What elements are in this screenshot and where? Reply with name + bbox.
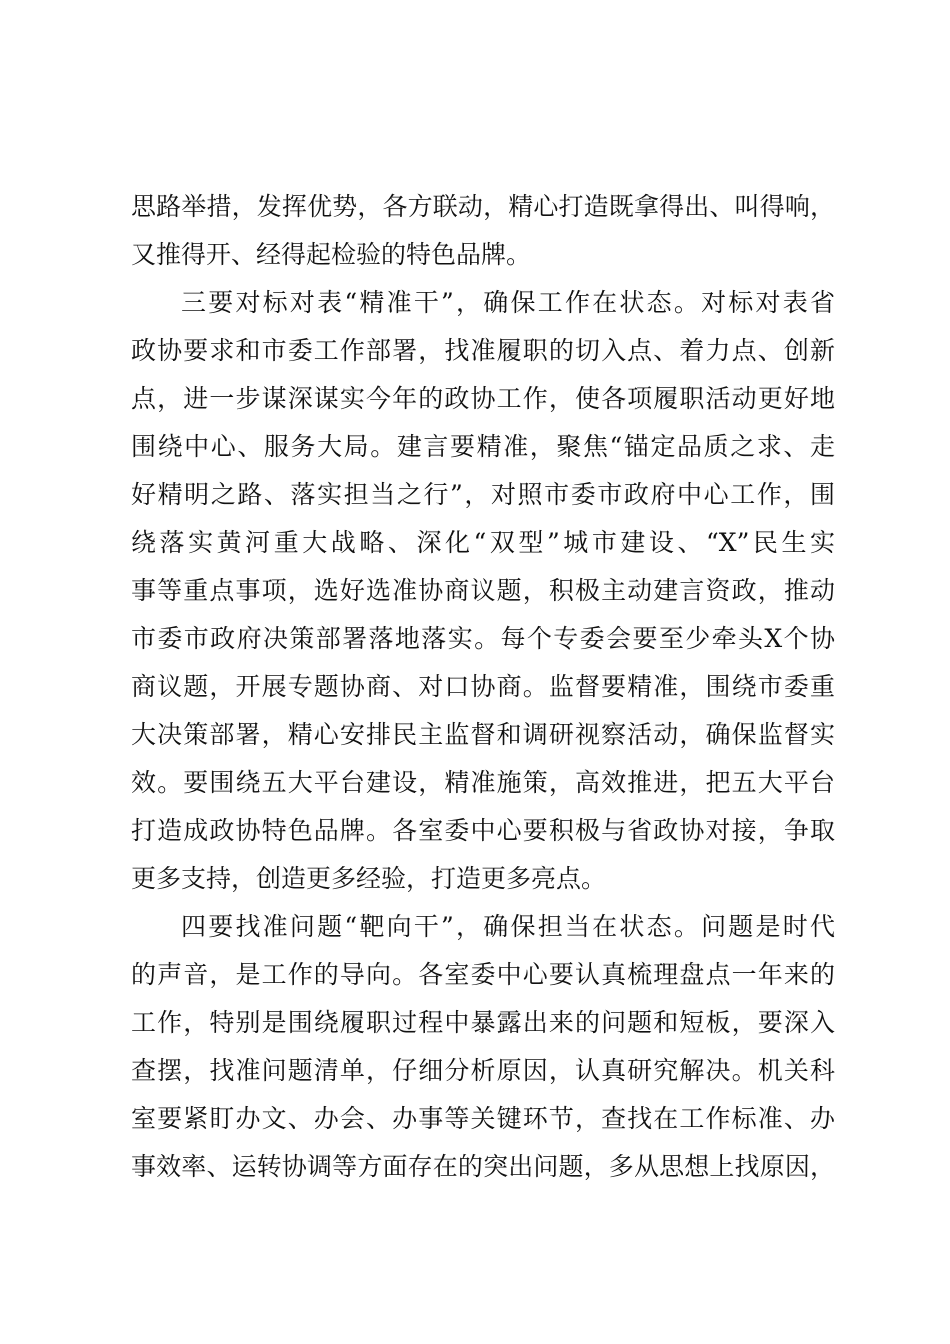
text-line: 好精明之路、落实担当之行”，对照市委市政府中心工作，围 xyxy=(131,480,835,509)
text-line: 打造成政协特色品牌。各室委中心要积极与省政协对接，争取 xyxy=(131,816,835,845)
text-line: 工作，特别是围绕履职过程中暴露出来的问题和短板，要深入 xyxy=(131,1008,835,1037)
text-line: 绕落实黄河重大战略、深化“双型”城市建设、“X”民生实 xyxy=(131,528,835,557)
text-line: 查摆，找准问题清单，仔细分析原因，认真研究解决。机关科 xyxy=(131,1056,835,1085)
text-line: 更多支持，创造更多经验，打造更多亮点。 xyxy=(131,864,607,893)
text-line: 商议题，开展专题协商、对口协商。监督要精准，围绕市委重 xyxy=(131,672,835,701)
text-line: 事效率、运转协调等方面存在的突出问题，多从思想上找原因， xyxy=(131,1152,835,1181)
text-line: 思路举措，发挥优势，各方联动，精心打造既拿得出、叫得响， xyxy=(131,192,835,221)
body-text xyxy=(131,183,835,1191)
text-line: 事等重点事项，选好选准协商议题，积极主动建言资政，推动 xyxy=(131,576,835,605)
paragraph-start-line: 四要找准问题“靶向干”，确保担当在状态。问题是时代 xyxy=(181,912,835,941)
text-line: 的声音，是工作的导向。各室委中心要认真梳理盘点一年来的 xyxy=(131,960,835,989)
text-line: 室要紧盯办文、办会、办事等关键环节，查找在工作标准、办 xyxy=(131,1104,835,1133)
text-line: 大决策部署，精心安排民主监督和调研视察活动，确保监督实 xyxy=(131,720,835,749)
text-line: 市委市政府决策部署落地落实。每个专委会要至少牵头X个协 xyxy=(131,624,835,653)
text-line: 政协要求和市委工作部署，找准履职的切入点、着力点、创新 xyxy=(131,336,835,365)
paragraph-start-line: 三要对标对表“精准干”，确保工作在状态。对标对表省 xyxy=(181,288,835,317)
text-line: 点，进一步谋深谋实今年的政协工作，使各项履职活动更好地 xyxy=(131,384,835,413)
text-line: 又推得开、经得起检验的特色品牌。 xyxy=(131,240,532,269)
text-line: 围绕中心、服务大局。建言要精准，聚焦“锚定品质之求、走 xyxy=(131,432,835,461)
text-line: 效。要围绕五大平台建设，精准施策，高效推进，把五大平台 xyxy=(131,768,835,797)
